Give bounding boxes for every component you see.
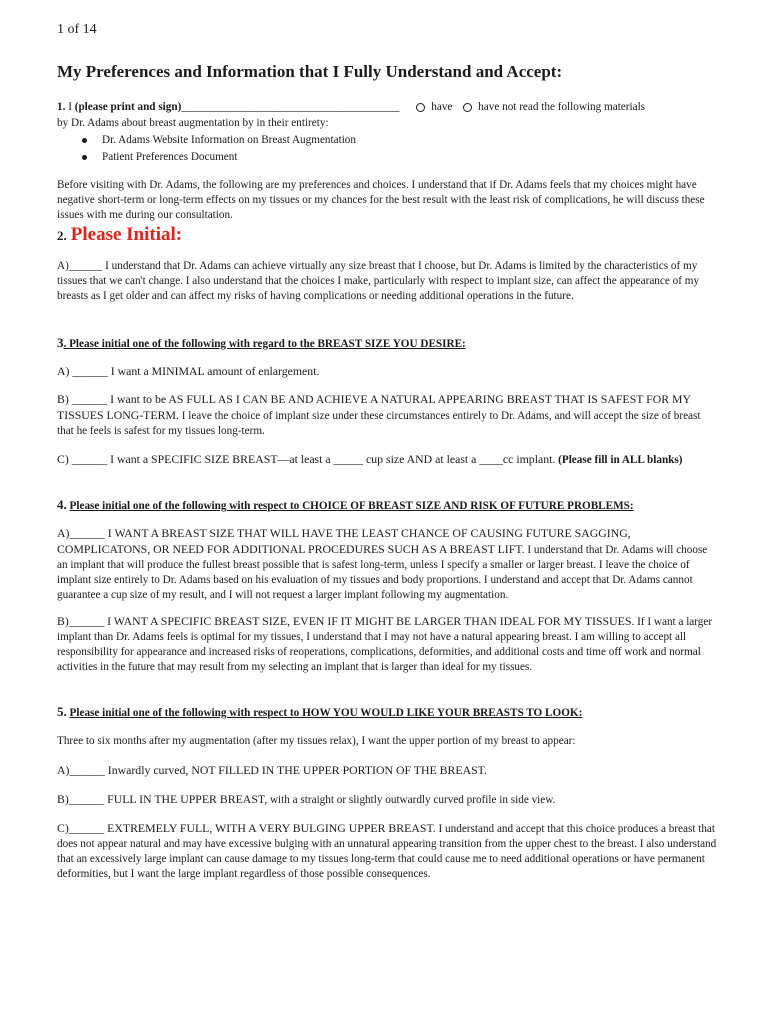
list-item-text: Dr. Adams Website Information on Breast Augmentation — [102, 134, 356, 146]
section-5-option-b[interactable] — [57, 792, 717, 808]
have-read-label: have — [431, 101, 453, 113]
list-item-text: Patient Preferences Document — [102, 151, 238, 163]
option-caps-text: A)______ I WANT A BREAST SIZE THAT WILL HAVE THE LEAST CHANCE OF CAUSING FUTURE SAGGING, COMPLICATONS, OR NEED FOR ADDITIONAL PROCEDURES SUCH AS A BREAST LIFT. — [57, 526, 631, 556]
bullet-icon — [82, 155, 87, 160]
have-not-read-checkbox[interactable] — [463, 103, 472, 112]
section-3-heading — [57, 335, 717, 352]
option-text: C) ______ I want a SPECIFIC SIZE BREAST—at least a _____ cup size AND at least a ____cc implant. — [57, 452, 556, 466]
list-item — [80, 132, 356, 149]
name-signature-blank[interactable]: _______________________________________ — [181, 101, 400, 113]
bullet-icon — [82, 138, 87, 143]
section-3-title: . Please initial one of the following with regard to the BREAST SIZE YOU DESIRE: — [63, 338, 466, 350]
option-text: A)______ Inwardly curved, NOT FILLED IN THE UPPER PORTION OF THE BREAST. — [57, 763, 487, 777]
section-5-number: 5. — [57, 704, 67, 719]
option-text: A) ______ I want a MINIMAL amount of enlargement. — [57, 364, 320, 378]
print-sign-label: (please print and sign) — [74, 101, 182, 113]
option-caps-text: C)______ EXTREMELY FULL, WITH A VERY BULGING UPPER BREAST. — [57, 821, 436, 835]
section-1-line — [57, 100, 717, 115]
section-5-option-a[interactable] — [57, 763, 717, 779]
section-2-heading — [57, 224, 182, 246]
option-text: If I want a larger implant than Dr. Adams feels is optimal for my tissues, I understand that I may not have a natural appearing breast. I am willing to accept all responsibility for appearance and increased risks of reoperations, complications, deformities, and additional costs and time off work and normal activities in the future that may result from my selecting an implant that is larger than ideal for my tissues. — [57, 616, 713, 673]
section-1-number: 1. — [57, 101, 66, 113]
option-text: I leave the choice of implant size under these circumstances entirely to Dr. Adams, and will accept the size of breast that he feels is safest for my tissues long-term. — [57, 410, 701, 437]
section-4-option-b[interactable] — [57, 614, 717, 675]
section-5-heading — [57, 704, 717, 721]
option-text: I understand and accept that this choice produces a breast that does not appear natural and may have excessive bulging with an unnatural appearing transition from the upper chest to the breast. I also understand that an excessively large implant can cause damage to my tissues long-term that could cause me to need additional operations or have permanent deformities, but I want the large implant regardless of those possible consequences. — [57, 823, 717, 880]
section-4-number: 4. — [57, 497, 67, 512]
page-number: 1 of 14 — [57, 22, 97, 37]
please-initial-heading: Please Initial: — [70, 224, 183, 245]
section-5-title: Please initial one of the following with respect to HOW YOU WOULD LIKE YOUR BREASTS TO LOOK: — [69, 707, 583, 719]
list-item — [80, 149, 356, 166]
section-5-intro: Three to six months after my augmentation (after my tissues relax), I want the upper portion of my breast to appear: — [57, 735, 576, 747]
section-4-title: Please initial one of the following with respect to CHOICE OF BREAST SIZE AND RISK OF FUTURE PROBLEMS: — [69, 500, 634, 512]
option-text: with a straight or slightly outwardly curved profile in side view. — [267, 794, 556, 806]
section-1-line2: by Dr. Adams about breast augmentation by in their entirety: — [57, 117, 329, 129]
section-3-option-b[interactable] — [57, 392, 717, 439]
section-3-option-a[interactable] — [57, 364, 717, 380]
option-caps-text: B)______ FULL IN THE UPPER BREAST, — [57, 792, 268, 806]
section-4-option-a[interactable] — [57, 526, 717, 603]
have-not-read-label: have not read the following materials — [478, 101, 646, 113]
section-5-option-c[interactable] — [57, 821, 717, 882]
section-2-number: 2. — [57, 228, 67, 243]
option-caps-text: B) ______ I want to be AS FULL AS I CAN BE AND ACHIEVE A NATURAL APPEARING BREAST THAT IS SAFEST FOR MY TISSUES LONG-TERM. — [57, 392, 691, 422]
section-3-number: 3 — [57, 335, 64, 350]
option-caps-text: B)______ I WANT A SPECIFIC BREAST SIZE, EVEN IF IT MIGHT BE LARGER THAN IDEAL FOR MY TISSUES. — [57, 614, 635, 628]
materials-list — [80, 132, 356, 166]
section-1-intro: I — [68, 101, 72, 113]
document-title: My Preferences and Information that I Fully Understand and Accept: — [57, 62, 563, 81]
section-2-item-a[interactable]: A)______ I understand that Dr. Adams can achieve virtually any size breast that I choose, but Dr. Adams is limited by the characteristics of my tissues that we can't change. I also understand that the choices I make, particularly with respect to implant size, can affect the appearance of my breasts as I get older and can affect my risks of having complications or needing additional operations in the future. — [57, 260, 700, 302]
fill-all-blanks-note: (Please fill in ALL blanks) — [555, 454, 683, 466]
section-3-option-c[interactable] — [57, 452, 717, 468]
option-text: I understand that Dr. Adams will choose an implant that will produce the fullest breast possible that is safest long-term, unless I specify a smaller or larger breast. I leave the choice of implant size entirely to Dr. Adams based on his evaluation of my tissues and body proportions. I understand and accept that Dr. Adams cannot guarantee a cup size of my result, and I will not request a larger implant following my augmentation. — [57, 544, 708, 601]
preferences-paragraph: Before visiting with Dr. Adams, the following are my preferences and choices. I understand that if Dr. Adams feels that my choices might have negative short-term or long-term effects on my tissues or my chances for the best result with the least risk of complications, he will discuss these issues with me during our consultation. — [57, 179, 705, 221]
have-read-checkbox[interactable] — [416, 103, 425, 112]
section-4-heading — [57, 497, 717, 514]
